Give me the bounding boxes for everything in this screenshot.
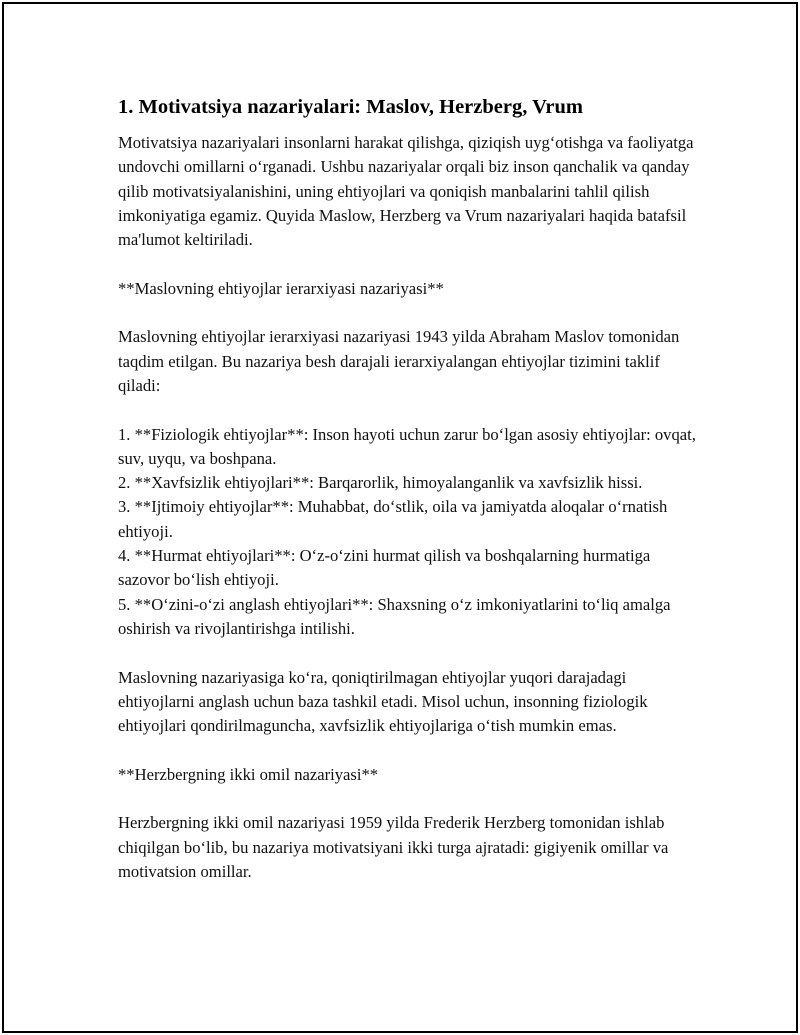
- list-item: 2. **Xavfsizlik ehtiyojlari**: Barqarorlik, himoyalanganlik va xavfsizlik hissi.: [118, 473, 643, 493]
- herzberg-heading: **Herzbergning ikki omil nazariyasi**: [118, 764, 379, 784]
- list-item: 5. **Oʻzini-oʻzi anglash ehtiyojlari**: Shaxsning oʻz imkoniyatlarini toʻliq amalga oshirish va rivojlantirishga intilishi.: [118, 594, 671, 638]
- paragraph-spacer: [118, 738, 698, 762]
- herzberg-intro-paragraph: Herzbergning ikki omil nazariyasi 1959 yilda Frederik Herzberg tomonidan ishlab chiqilgan boʻlib, bu nazariya motivatsiyani ikki turga ajratadi: gigiyenik omillar va motivatsion omillar.: [118, 813, 669, 881]
- paragraph-spacer: [118, 301, 698, 325]
- list-item: 4. **Hurmat ehtiyojlari**: Oʻz-oʻzini hurmat qilish va boshqalarning hurmatiga sazovor boʻlish ehtiyoji.: [118, 546, 651, 590]
- maslow-needs-list: [118, 423, 698, 642]
- maslow-heading: **Maslovning ehtiyojlar ierarxiyasi nazariyasi**: [118, 278, 444, 298]
- intro-paragraph: Motivatsiya nazariyalari insonlarni harakat qilishga, qiziqish uygʻotishga va faoliyatga undovchi omillarni oʻrganadi. Ushbu nazariyalar orqali biz inson qanchalik va qanday qilib motivatsiyalanishini, uning ehtiyojlari va qoniqish manbalarini tahlil qilish imkoniyatiga egamiz. Quyida Maslow, Herzberg va Vrum nazariyalari haqida batafsil ma'lumot keltiriladi.: [118, 133, 694, 250]
- paragraph-spacer: [118, 398, 698, 422]
- document-body: [118, 93, 698, 884]
- maslow-conclusion-paragraph: Maslovning nazariyasiga koʻra, qoniqtirilmagan ehtiyojlar yuqori darajadagi ehtiyojlarni anglash uchun baza tashkil etadi. Misol uchun, insonning fiziologik ehtiyojlari qondirilmaguncha, xavfsizlik ehtiyojlariga oʻtish mumkin emas.: [118, 667, 648, 736]
- paragraph-spacer: [118, 787, 698, 811]
- list-item: 3. **Ijtimoiy ehtiyojlar**: Muhabbat, doʻstlik, oila va jamiyatda aloqalar oʻrnatish ehtiyoji.: [118, 497, 668, 541]
- list-item: 1. **Fiziologik ehtiyojlar**: Inson hayoti uchun zarur boʻlgan asosiy ehtiyojlar: ovqat, suv, uyqu, va boshpana.: [118, 424, 696, 468]
- maslow-intro-paragraph: Maslovning ehtiyojlar ierarxiyasi nazariyasi 1943 yilda Abraham Maslov tomonidan taqdim etilgan. Bu nazariya besh darajali ierarxiyalangan ehtiyojlar tizimini taklif qiladi:: [118, 327, 680, 395]
- document-title: 1. Motivatsiya nazariyalari: Maslov, Herzberg, Vrum: [118, 96, 583, 118]
- paragraph-spacer: [118, 252, 698, 276]
- paragraph-spacer: [118, 641, 698, 665]
